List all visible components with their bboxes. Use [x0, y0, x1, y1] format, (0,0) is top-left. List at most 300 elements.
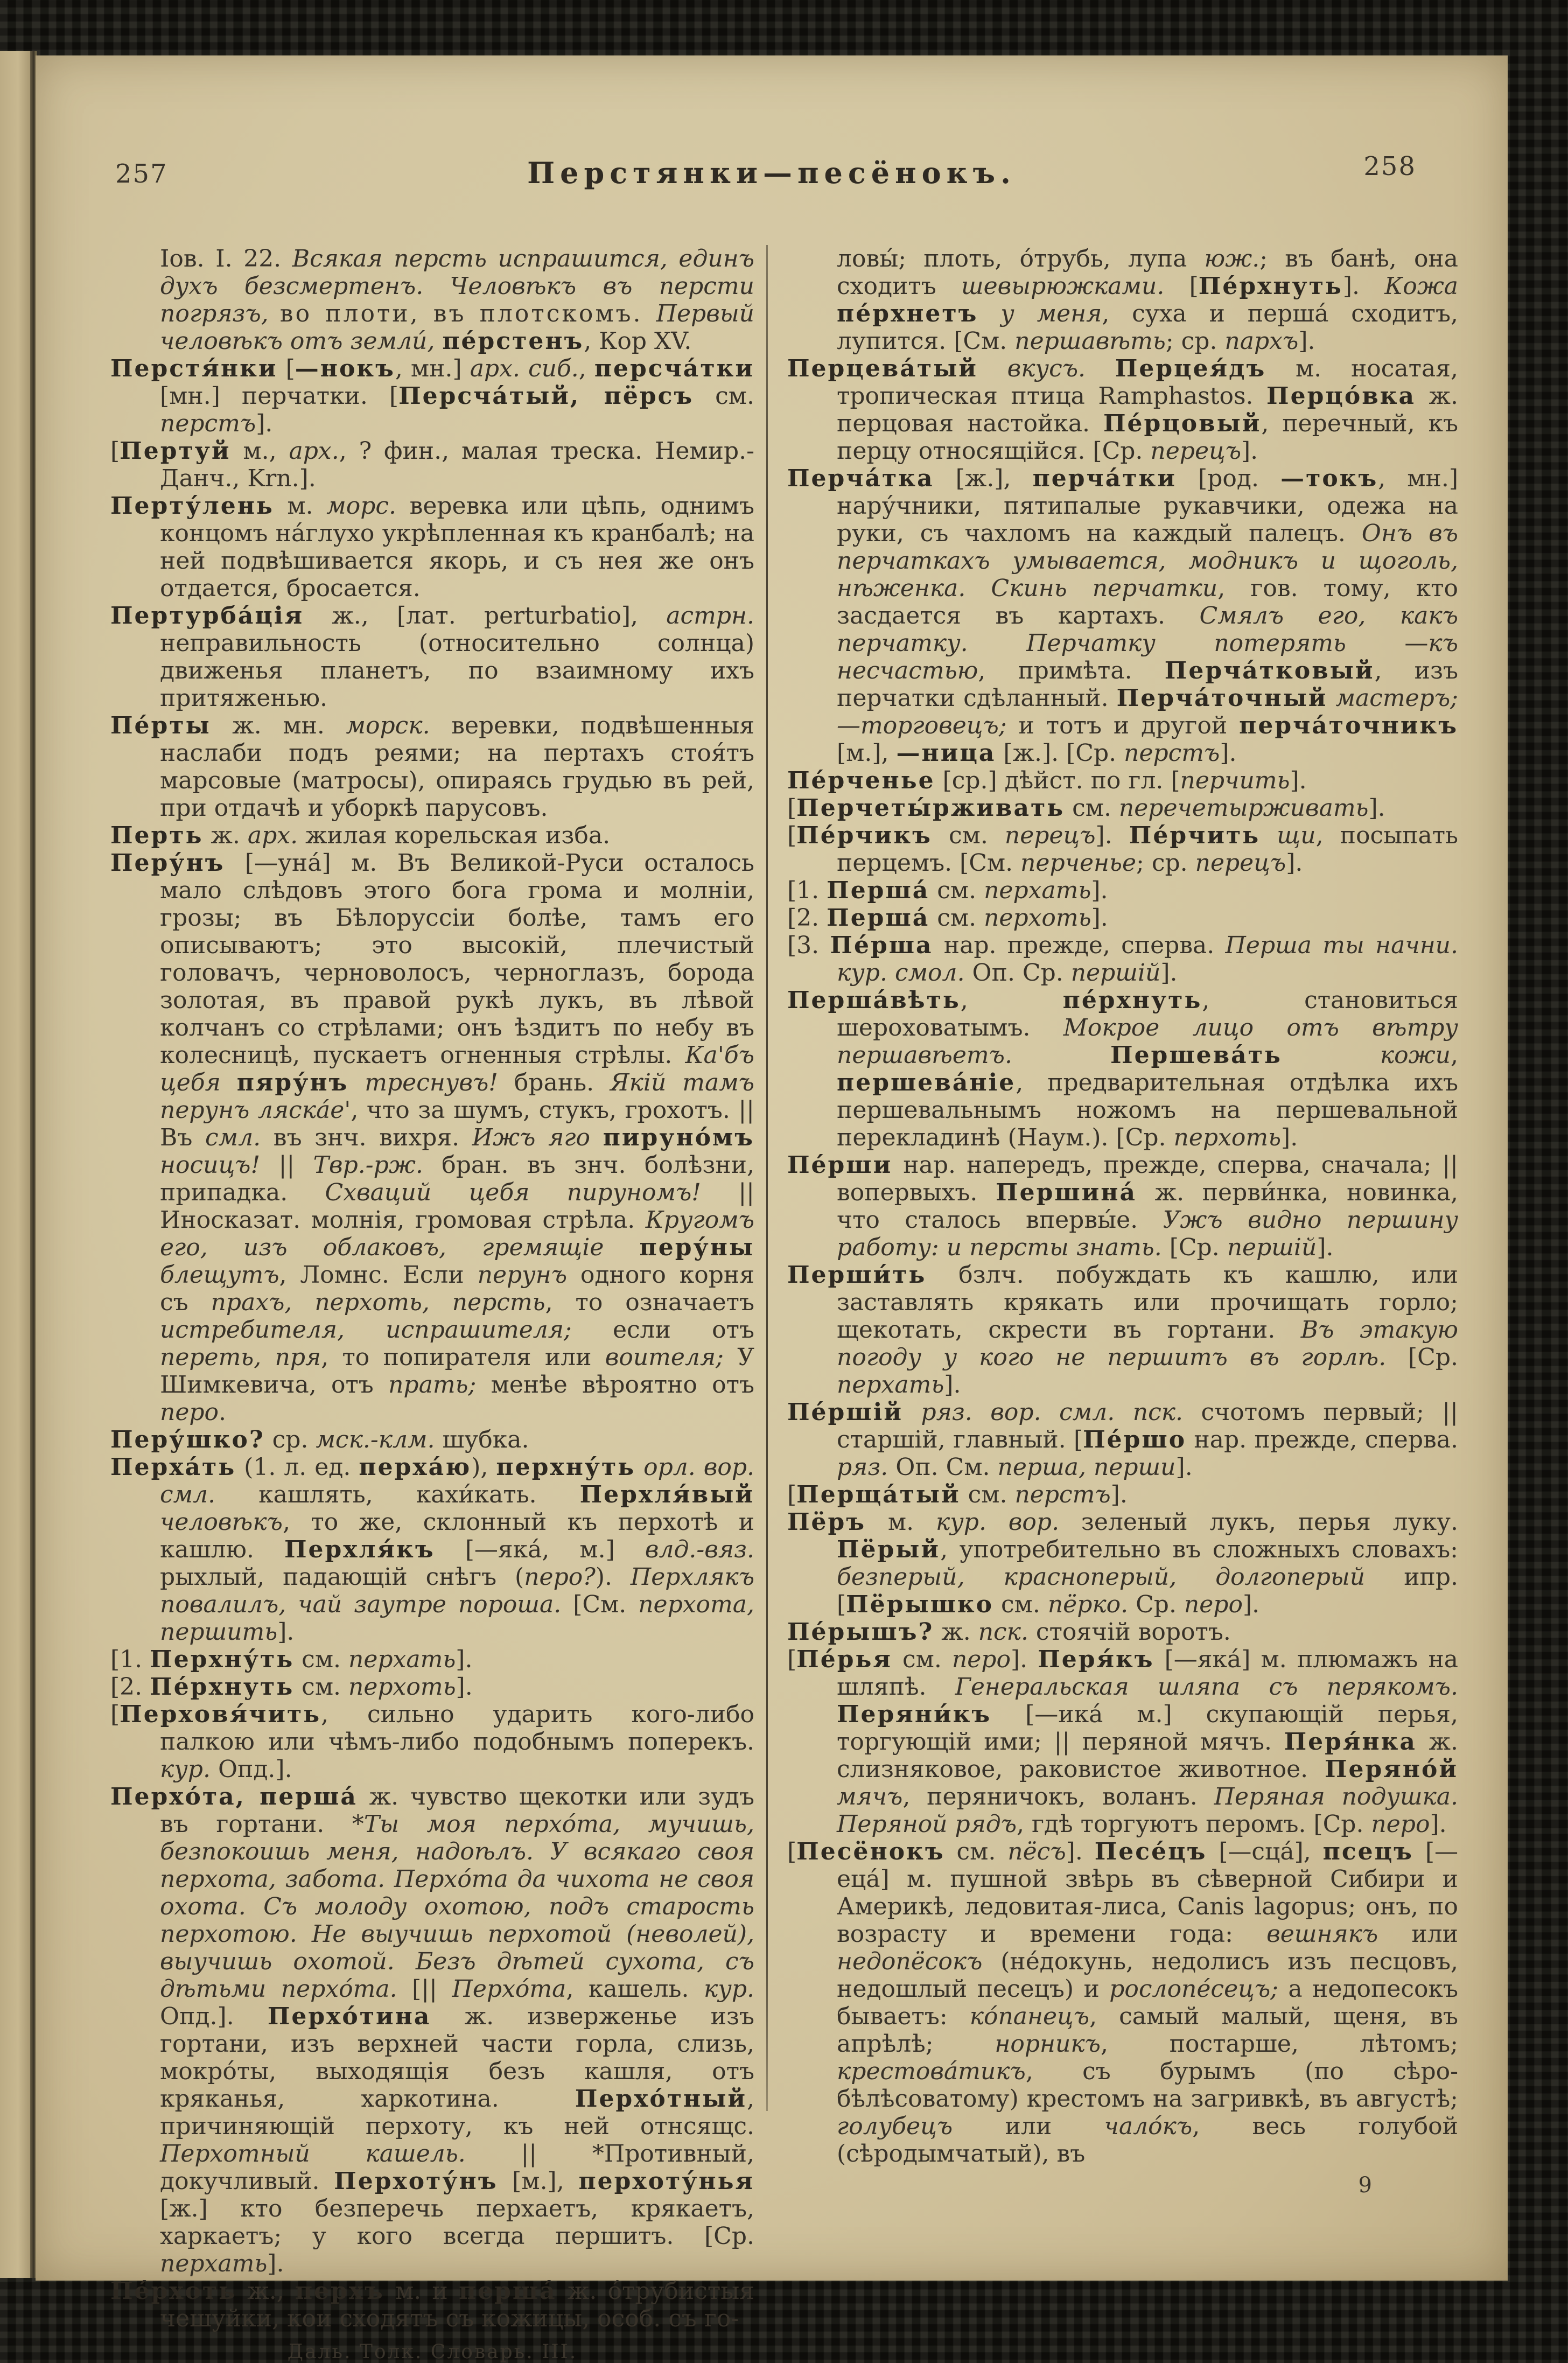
body-text: ж. — [934, 1618, 978, 1646]
body-text: бзлч. побуждать къ кашлю, или заставлять крякать или прочищать горло; щекотать, скрести въ гортани. — [837, 1261, 1458, 1344]
body-text: [1. — [787, 877, 827, 904]
body-text: м. — [274, 492, 327, 520]
italic-text: ряз. — [837, 1453, 888, 1481]
italic-text: перецъ — [1150, 437, 1242, 465]
body-text: [ — [787, 1481, 797, 1508]
dictionary-entry — [110, 1453, 754, 1646]
body-text: ]. — [456, 1673, 473, 1701]
dictionary-entry — [787, 822, 1458, 877]
body-text: ; въ банѣ, она сходитъ — [837, 245, 1458, 300]
body-text: ловы́; плоть, о́трубь, лупа — [837, 245, 1205, 272]
italic-text: смл. — [205, 1124, 261, 1151]
italic-text: Генеральская шляпа съ перякомъ. — [955, 1673, 1458, 1701]
dictionary-entry — [787, 794, 1458, 822]
body-text: , гдѣ торгуютъ перомъ. [Ср. — [1017, 1810, 1371, 1838]
headword-text: псецъ — [1322, 1838, 1413, 1865]
page-number-right: 258 — [1363, 151, 1416, 181]
italic-text: перо — [1371, 1810, 1430, 1838]
headword-text: Пе́рхнуть — [150, 1673, 295, 1701]
body-text: [ — [787, 1646, 797, 1673]
dictionary-entry — [110, 1701, 754, 1783]
italic-text: носицъ! — [160, 1151, 261, 1179]
body-text: жилая корельская изба. — [298, 822, 611, 849]
italic-text: перецъ — [1195, 849, 1286, 877]
italic-text: Перша ты начни. — [1225, 932, 1458, 959]
italic-text: Первый человѣкъ отъ земли́, — [160, 300, 754, 355]
italic-text: Въ этакую погоду у кого не першитъ въ горлѣ. — [837, 1316, 1459, 1371]
body-text: [род. — [1176, 465, 1281, 492]
body-text: ]. — [1220, 739, 1237, 767]
dictionary-entry — [787, 767, 1458, 794]
italic-text: Перхо́та — [452, 1975, 566, 2003]
headword-text: Перча́тка — [787, 465, 934, 492]
italic-text: морск. — [346, 712, 430, 739]
body-text: ]. — [277, 1618, 295, 1646]
italic-text: норникъ — [995, 2030, 1101, 2058]
body-text: м. носатая, тропическая птица Ramphastos. — [837, 355, 1458, 410]
body-text: рыхлый, падающій снѣгъ ( — [160, 1563, 524, 1591]
headword-text: Пёръ — [787, 1508, 866, 1536]
italic-text: Онъ въ перчаткахъ умывается, модникъ и щоголь, нѣженка. Скинь перчатки — [837, 520, 1459, 602]
body-text: — — [1346, 630, 1429, 657]
dictionary-entry — [110, 245, 754, 355]
headword-text: Пе́рчикъ — [796, 822, 932, 849]
headword-text: Перхо́та, перша́ — [110, 1783, 358, 1810]
italic-text: прахъ, перхоть, персть — [211, 1289, 545, 1316]
italic-text: перо? — [524, 1563, 596, 1591]
italic-text: астрн. — [666, 602, 754, 630]
body-text: ]. — [1290, 767, 1307, 794]
italic-text: Мокрое лицо отъ вѣтру першавѣетъ. — [837, 1014, 1458, 1069]
body-text: ]. — [1368, 794, 1385, 822]
italic-text: кожи — [1380, 1041, 1451, 1069]
body-text: , изъ перчатки сдѣланный. — [837, 657, 1458, 712]
headword-text: —токъ — [1280, 465, 1378, 492]
body-text: , предварительная отдѣлка ихъ першевальнымъ ножомъ на першевальной перекладинѣ (Наум.). [Ср. — [837, 1069, 1458, 1151]
body-text: ). — [595, 1563, 631, 1591]
italic-text: кур. — [160, 1756, 211, 1783]
headword-text: перха́ю — [359, 1453, 472, 1481]
dictionary-entry — [787, 1646, 1458, 1838]
body-text: см. — [1065, 794, 1119, 822]
dictionary-entry — [110, 1783, 754, 2277]
body-text: [ — [787, 1838, 797, 1865]
headword-text: пе́рхнетъ — [837, 300, 978, 327]
headword-text: Пе́рчить — [1129, 822, 1261, 849]
italic-text: морс. — [326, 492, 396, 520]
dictionary-entry — [787, 1151, 1458, 1261]
italic-text: Твр.-рж. — [313, 1151, 423, 1179]
body-text: если отъ — [571, 1316, 754, 1344]
italic-text: перхать — [160, 2250, 268, 2277]
body-text: или — [1378, 1920, 1459, 1948]
body-text: ипр. [ — [837, 1563, 1458, 1618]
body-text: [Ср. — [1161, 1234, 1227, 1261]
headword-text: Перхля́вый — [579, 1481, 754, 1508]
body-text: ж. изверженье изъ гортани, изъ верхней части горла, слизь, мокро́ты, выходящія безъ кашля, отъ кряканья, харкотина. — [160, 2003, 754, 2113]
body-text: ж. слизняковое, раковистое животное. — [837, 1728, 1458, 1783]
body-text: , то попирателя или — [321, 1344, 605, 1371]
page-number-left: 257 — [115, 159, 168, 189]
italic-text: крестова́тикъ — [837, 2058, 1026, 2085]
body-text: нар. прежде, сперва. — [933, 932, 1226, 959]
italic-text: орл. вор. смл. — [160, 1453, 754, 1508]
body-text: кашлять, кахи́кать. — [215, 1481, 580, 1508]
body-text: [—уна́] м. Въ Великой-Руси осталось мало слѣдовъ этого бога грома и молніи, грозы; въ Бѣлоруссіи болѣе, тамъ его описываютъ; это высокій, плечистый головачъ, черноволосъ, черноглазъ, борода золотая, въ правой рукѣ лукъ, въ лѣвой колчанъ со стрѣлами; онъ ѣздитъ по небу въ колесницѣ, пускаетъ огненныя стрѣлы. — [160, 849, 754, 1069]
body-text: , — [960, 987, 1063, 1014]
body-text: [ — [110, 1701, 120, 1728]
headword-text: перча́тки — [1032, 465, 1177, 492]
body-text: [ж.]. [Ср. — [996, 739, 1124, 767]
dictionary-entry — [110, 712, 754, 822]
italic-text: чало́къ — [1104, 2113, 1193, 2140]
dictionary-entry — [110, 849, 754, 1426]
italic-text: прать; — [388, 1371, 477, 1399]
italic-text: кур. смол. — [837, 959, 965, 987]
body-text — [903, 1399, 921, 1426]
column-left-entries — [110, 245, 754, 2332]
signature-mark: 9 — [1358, 2173, 1372, 2198]
body-text: , кашель. — [566, 1975, 704, 2003]
body-text: см. — [294, 1673, 349, 1701]
column-left — [110, 245, 754, 2363]
dictionary-entry — [787, 1508, 1458, 1618]
italic-text: шевырюжками. — [961, 272, 1165, 300]
headword-text: Перша́ — [827, 904, 930, 932]
body-text: ]. — [1091, 877, 1108, 904]
headword-text: Пе́ршій — [787, 1399, 903, 1426]
headword-text: Пе́рты — [110, 712, 211, 739]
italic-text: безперый, красноперый, долгоперый — [837, 1563, 1366, 1591]
italic-text: перхоть — [348, 1673, 456, 1701]
body-text: , постарше, лѣтомъ; — [1100, 2030, 1459, 2058]
body-text: см. — [993, 1591, 1048, 1618]
italic-text: Кожа — [1384, 272, 1459, 300]
headword-text: Пе́рхоть — [110, 2277, 237, 2305]
body-text: , перяничокъ, воланъ. — [902, 1783, 1214, 1810]
italic-text: перхать — [837, 1371, 944, 1399]
headword-text: Перя́нка — [1284, 1728, 1417, 1756]
body-text: см. — [944, 1838, 1008, 1865]
italic-text: Ка'бъ цебя — [160, 1041, 754, 1096]
body-text: [ — [110, 437, 120, 465]
italic-text: голубецъ — [837, 2113, 953, 2140]
body-text: ж. о́трубистыя чешуйки, кои сходятъ съ кожицы, особ. съ го- — [160, 2277, 754, 2332]
italic-text: Якій тамъ перунъ ляска́е' — [160, 1069, 755, 1124]
dictionary-entry — [787, 987, 1458, 1151]
headword-text: Перчеты́рживать — [796, 794, 1065, 822]
body-text: , посыпать перцемъ. [См. — [837, 822, 1459, 877]
italic-text: перстъ — [1014, 1481, 1111, 1508]
body-text: ж. — [203, 822, 248, 849]
dictionary-entry — [787, 465, 1458, 767]
italic-text: мячъ — [837, 1783, 903, 1810]
italic-text: перечетырживать — [1118, 794, 1369, 822]
italic-text: человѣкъ — [160, 1508, 283, 1536]
body-text: см. — [960, 1481, 1015, 1508]
headword-text: перша́ — [458, 2277, 557, 2305]
dictionary-entry — [110, 437, 754, 492]
body-text: ]. — [1241, 437, 1258, 465]
italic-text: перо — [160, 1399, 219, 1426]
body-text: ]. — [1110, 1481, 1128, 1508]
body-text: [1. — [110, 1646, 150, 1673]
italic-text: перхота, першить — [160, 1591, 754, 1646]
body-text: ]. — [1242, 1591, 1260, 1618]
body-text: ]. — [1298, 327, 1315, 355]
headword-text: Перу́шко? — [110, 1426, 265, 1453]
body-text: . — [219, 1399, 227, 1426]
headword-text: пе́рхнуть — [1062, 987, 1202, 1014]
headword-text: Перу́нъ — [110, 849, 225, 877]
body-text: менѣе вѣроятно отъ — [476, 1371, 754, 1399]
body-text: , весь голубой (сѣродымчатый), въ — [837, 2113, 1459, 2168]
italic-text: пёсъ — [1007, 1838, 1066, 1865]
body-text: ]. — [1066, 1838, 1095, 1865]
italic-text: влд.-вяз. — [645, 1536, 754, 1563]
body-text — [1282, 1041, 1380, 1069]
italic-text: перецъ — [1004, 822, 1096, 849]
italic-text: рослопе́сецъ; — [1109, 1975, 1278, 2003]
body-text — [1012, 1041, 1110, 1069]
body-text: брань. — [498, 1069, 611, 1096]
body-text: шубка. — [435, 1426, 529, 1453]
italic-text: ряз. вор. смл. пск. — [921, 1399, 1183, 1426]
headword-text: Перхну́ть — [150, 1646, 295, 1673]
italic-text: мастеръ; —торговецъ; — [837, 684, 1458, 739]
book-page — [36, 55, 1508, 2363]
headword-text: Перть — [110, 822, 204, 849]
body-text: см. — [929, 877, 984, 904]
body-text: , — [1451, 1041, 1458, 1069]
italic-text: перша, перши — [997, 1453, 1176, 1481]
italic-text: вкусъ. — [1007, 355, 1086, 382]
dictionary-entry — [787, 932, 1458, 987]
body-text: ср. — [264, 1426, 316, 1453]
body-text — [1260, 822, 1277, 849]
body-text: [м.], — [498, 2168, 579, 2195]
headword-text: Песе́цъ — [1094, 1838, 1207, 1865]
italic-text: Перхлякъ повалилъ, чай заутре пороша. — [160, 1563, 755, 1618]
body-text: м. — [866, 1508, 936, 1536]
body-text: , то означаетъ — [545, 1289, 754, 1316]
body-text: , сильно ударить кого-либо палкою или чѣмъ-либо подобнымъ поперекъ. — [160, 1701, 754, 1756]
body-text: ]. — [1430, 1810, 1447, 1838]
body-text: , съ бурымъ (по сѣро-бѣлѣсоватому) крестомъ на загривкѣ, въ августѣ; — [837, 2058, 1458, 2113]
body-text: [3. — [787, 932, 830, 959]
italic-text: треснувъ! — [348, 1069, 498, 1096]
dictionary-entry — [787, 1261, 1458, 1399]
dictionary-entry — [787, 1481, 1458, 1508]
body-text: ]. — [1010, 1646, 1038, 1673]
italic-text: воителя; — [605, 1344, 724, 1371]
body-text: [—сца́], — [1207, 1838, 1323, 1865]
body-text: ]. — [1286, 849, 1303, 877]
body-text: , перечный, къ перцу относящійся. [Ср. — [837, 410, 1458, 465]
running-head: Перстянки—песёнокъ. — [527, 156, 1016, 190]
italic-text: Схваций цебя пируномъ! — [325, 1179, 701, 1206]
body-text: || Иносказат. молнія, громовая стрѣла. — [160, 1179, 754, 1234]
headword-text: перхоту́нья — [578, 2168, 754, 2195]
body-text: (не́докунь, недолисъ изъ песцовъ, недошлый песецъ) и — [837, 1948, 1458, 2003]
body-text: ж., [лат. perturbatio], — [304, 602, 667, 630]
italic-text: у меня — [978, 300, 1102, 327]
dictionary-entry — [787, 877, 1458, 904]
body-text: ж. перцовая настойка. — [837, 382, 1459, 437]
italic-text: перхоть — [1173, 1124, 1282, 1151]
italic-text: кур. вор. — [936, 1508, 1060, 1536]
italic-text: арх. сиб. — [470, 355, 579, 382]
dictionary-entry — [110, 1426, 754, 1453]
body-text: [2. — [787, 904, 827, 932]
body-text: [ср.] дѣйст. по гл. [ — [935, 767, 1180, 794]
body-text: ж. чувство щекотки или зудъ въ гортани. * — [160, 1783, 754, 1838]
body-text: , что за шумъ, стукъ, грохотъ. || Въ — [160, 1096, 754, 1151]
body-text: [ — [787, 794, 797, 822]
body-text: Оп. См. — [888, 1453, 998, 1481]
headword-text: Першина́ — [996, 1179, 1137, 1206]
dictionary-entry — [110, 492, 754, 602]
body-text: нар. прежде, сперва. — [1186, 1426, 1458, 1453]
headword-text: Перча́тковый — [1164, 657, 1375, 684]
body-text: ]. — [256, 410, 273, 437]
headword-text: Перха́ть — [110, 1453, 236, 1481]
dictionary-entry — [787, 904, 1458, 932]
dictionary-entry — [110, 602, 754, 712]
italic-text: перо — [951, 1646, 1011, 1673]
body-text: [ — [277, 355, 295, 382]
body-text: см. — [294, 1646, 349, 1673]
body-text: или — [953, 2113, 1104, 2140]
body-text: см. — [892, 1646, 952, 1673]
headword-text: Пе́рши — [787, 1151, 893, 1179]
body-text: веревка или цѣпь, однимъ концомъ на́глухо укрѣпленная къ кранбалѣ; на ней подвѣшивается якорь, и съ нея же онъ отдается, бросается. — [160, 492, 754, 602]
body-text: ]. — [1160, 959, 1178, 987]
body-text: , становиться шероховатымъ. — [837, 987, 1458, 1041]
body-text: [ж.] кто безперечь перхаетъ, крякаетъ, харкаетъ; у кого всегда першитъ. [Ср. — [160, 2195, 754, 2250]
body-text: въ знч. вихря. — [261, 1124, 472, 1151]
headword-text: Перхо́тина — [267, 2003, 431, 2030]
body-text: , мн.] нару́чники, пятипалые рукавчики, одежа на руки, съ чахломъ на каждый палецъ. — [837, 465, 1458, 547]
italic-text: кур. — [704, 1975, 754, 2003]
italic-text: переть, пря — [160, 1344, 321, 1371]
body-text: || *Противный, докучливый. — [160, 2140, 754, 2195]
body-text: , — [578, 355, 594, 382]
dictionary-entry — [787, 1399, 1458, 1481]
headword-text: Пе́ршо — [1083, 1426, 1187, 1453]
headword-text: —ница — [896, 739, 996, 767]
body-text: , суха и перша́ сходитъ, лупится. [См. — [837, 300, 1458, 355]
body-text: веревки, подвѣшенныя наслаби подъ реями; на пертахъ стоя́тъ марсовые (матросы), опираясь грудью въ рей, при отдачѣ и уборкѣ парусовъ. — [160, 712, 754, 822]
italic-text: арх. — [247, 822, 298, 849]
body-text: [м.], — [837, 739, 897, 767]
body-text: [мн.] перчатки. [ — [160, 382, 399, 410]
italic-text: перхать — [348, 1646, 456, 1673]
italic-text: Ты моя перхо́та, мучишь, безпокоишь меня, надоѣлъ. У всякаго своя перхота, забота. Перхо́та да чихота не своя охота. Съ молоду охотою, подъ старость перхотою. Не выучишь перхотой (неволей), выучишь охотой. Безъ дѣтей сухота, съ дѣтьми перхо́та. — [160, 1810, 754, 2003]
headword-text: перхъ — [295, 2277, 384, 2305]
headword-text: Перяно́й — [1324, 1756, 1458, 1783]
italic-text: Ужъ видно першину работу: и персты знать. — [837, 1206, 1458, 1261]
body-text: [—яка́, м.] — [435, 1536, 645, 1563]
body-text: , Кор XV. — [584, 327, 692, 355]
italic-text: Ижъ яго — [472, 1124, 603, 1151]
body-text: , употребительно въ сложныхъ словахъ: — [940, 1536, 1458, 1563]
italic-text: перо — [1184, 1591, 1243, 1618]
body-text: ]. — [1095, 822, 1129, 849]
body-text: [См. — [561, 1591, 639, 1618]
body-text: ]. — [1091, 904, 1108, 932]
body-text: [—яка́] м. плюмажъ на шляпѣ. — [837, 1646, 1459, 1701]
body-text: , самый малый, щеня, въ апрѣлѣ; — [837, 2003, 1458, 2058]
headword-text: Перя́къ — [1038, 1646, 1154, 1673]
headword-text: Перцева́тый — [787, 355, 978, 382]
italic-text: перстъ — [1124, 739, 1220, 767]
body-text: а недопесокъ бываетъ: — [837, 1975, 1458, 2030]
body-text: [—еца́] м. пушной звѣрь въ сѣверной Сибири и Америкѣ, ледовитая-лиса, Canis lagopus; онъ, по возрасту и времени года: — [837, 1838, 1459, 1948]
body-text: ]. — [944, 1371, 961, 1399]
headword-text: Першева́ть — [1110, 1041, 1282, 1069]
body-text: Оп. Ср. — [964, 959, 1071, 987]
italic-text: перунъ — [477, 1261, 568, 1289]
imprint-line: Даль. Толк. Словарь. III. — [287, 2341, 578, 2363]
body-text: Іов. І. 22. — [160, 245, 292, 272]
body-text: ]. — [267, 2250, 284, 2277]
column-right — [787, 245, 1458, 2198]
headword-text: Пе́рья — [796, 1646, 892, 1673]
italic-text: щи — [1277, 822, 1316, 849]
headword-text: —нокъ — [295, 355, 395, 382]
body-text: , то же, склонный къ перхотѣ и кашлю. — [160, 1508, 754, 1563]
italic-text: пархъ — [1224, 327, 1299, 355]
headword-text: перча́точникъ — [1239, 712, 1458, 739]
italic-text: перчить — [1180, 767, 1290, 794]
body-text: стоячій воротъ. — [1028, 1618, 1231, 1646]
italic-text: мск.-клм. — [316, 1426, 435, 1453]
body-text: бран. въ знч. болѣзни, припадка. — [160, 1151, 754, 1206]
headword-text: Перхоту́нъ — [334, 2168, 498, 2195]
italic-text: перхать — [984, 877, 1091, 904]
headword-text: Перцея́дъ — [1115, 355, 1266, 382]
italic-text: першавѣть — [1014, 327, 1166, 355]
italic-text: першій — [1227, 1234, 1317, 1261]
body-text: У Шимкевича, отъ — [160, 1344, 754, 1399]
headword-text: Пертуй — [120, 437, 231, 465]
headword-text: перхну́ть — [496, 1453, 636, 1481]
body-text: одного корня съ — [160, 1261, 754, 1316]
body-text: [ — [1164, 272, 1199, 300]
body-text: зеленый лукъ, перья луку. — [1059, 1508, 1458, 1536]
body-text: нар. напередъ, прежде, сперва, сначала; || вопервыхъ. — [837, 1151, 1458, 1206]
column-right-entries — [787, 245, 1458, 2168]
headword-text: Перхо́тный — [575, 2085, 747, 2113]
body-text: [Ср. — [1386, 1344, 1458, 1371]
body-text: м., — [230, 437, 289, 465]
body-text: см. — [694, 382, 755, 410]
italic-text: пск. — [978, 1618, 1028, 1646]
body-text: ж. перви́нка, новинка, что сталось впервы́е. — [837, 1179, 1458, 1234]
headword-text: Перща́тый — [796, 1481, 961, 1508]
italic-text: вешнякъ — [1266, 1920, 1378, 1948]
body-text: [2. — [110, 1673, 150, 1701]
italic-text: юж. — [1204, 245, 1260, 272]
headword-text: персча́тки — [594, 355, 754, 382]
body-text: ; ср. — [1165, 327, 1225, 355]
italic-text: ко́панецъ — [969, 2003, 1090, 2030]
body-text: и тотъ и другой — [1006, 712, 1240, 739]
headword-text: пяру́нъ — [236, 1069, 349, 1096]
body-text: ж. мн. — [211, 712, 346, 739]
headword-text: Перту́лень — [110, 492, 274, 520]
